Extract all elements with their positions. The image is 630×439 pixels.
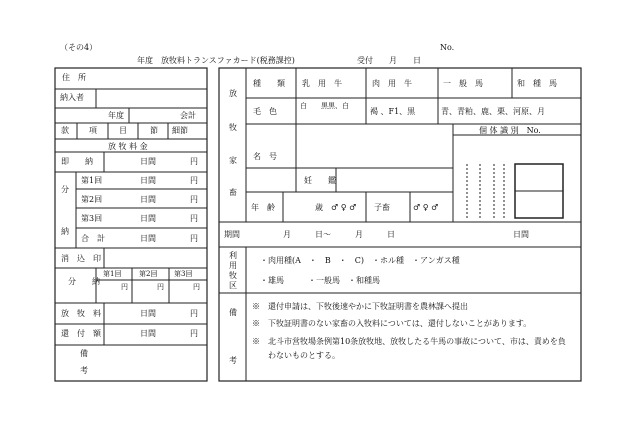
cancel-seal-label: 消 込 印: [61, 254, 101, 263]
yen-label: 円: [190, 309, 198, 318]
installment-label-bottom: 納: [61, 227, 69, 236]
remark-4: わないものとする。: [252, 351, 340, 360]
days-label: 日間: [140, 195, 156, 204]
age-label: 年 齢: [251, 203, 275, 212]
sex-symbols: ♂ ♀ ♂: [331, 203, 357, 212]
kind-beef: 肉 用 牛: [372, 79, 412, 88]
installment-2-label: 第2回: [81, 195, 103, 204]
immediate-payment-label: 即 納: [61, 157, 93, 166]
payer-label: 納入者: [60, 93, 84, 102]
yen-label: 円: [190, 176, 198, 185]
period-text: 月 日〜 月 日: [283, 230, 395, 239]
yen-label: 円: [190, 157, 198, 166]
days-label: 日間: [140, 176, 156, 185]
days-label: 日間: [140, 157, 156, 166]
yen-label: 円: [190, 329, 198, 338]
kind-label: 種 類: [253, 79, 285, 88]
usage-label-2: 用: [229, 261, 237, 270]
usage-cattle: ・肉用種(A ・ B ・ C) ・ホル種 ・アンガス種: [260, 256, 460, 265]
receipt-date: 受付 月 日: [357, 56, 421, 65]
side-label-2: 牧: [229, 123, 237, 132]
installment-3-label: 第3回: [81, 214, 103, 223]
color-label: 毛 色: [253, 107, 277, 116]
days-label: 日間: [140, 329, 156, 338]
account-kan: 款: [61, 126, 69, 135]
fee-header: 放 牧 料 金: [108, 142, 148, 151]
address-label: 住 所: [62, 73, 86, 82]
offspring-label: 子畜: [374, 203, 390, 212]
days-label: 日間: [140, 214, 156, 223]
installment-split-label: 分 納: [68, 277, 100, 286]
col-3-yen: 円: [193, 283, 200, 291]
pregnancy-label: 妊 鑑: [304, 176, 336, 185]
remarks-label-top: 備: [80, 349, 88, 358]
usage-label-3: 牧: [229, 271, 237, 280]
offspring-sex-symbols: ♂ ♀ ♂: [413, 203, 439, 212]
form-title: 年度 放牧料トランスファカード(税務課控): [137, 56, 295, 65]
installment-label-top: 分: [61, 185, 69, 194]
col-2-label: 第2回: [139, 270, 158, 278]
usage-label-1: 利: [229, 251, 237, 260]
usage-horse: ・雄馬 ・一般馬 ・和種馬: [260, 276, 380, 285]
col-1-yen: 円: [121, 283, 128, 291]
age-unit: 歳: [315, 203, 323, 212]
yen-label: 円: [190, 214, 198, 223]
days-label: 日間: [140, 234, 156, 243]
col-2-yen: 円: [157, 283, 164, 291]
account-label: 会計: [180, 111, 196, 120]
kind-native-horse: 和 種 馬: [517, 79, 557, 88]
yen-label: 円: [190, 234, 198, 243]
remark-3: ※ 北斗市営牧場条例第10条放牧地、放牧したる牛馬の事故について、市は、責めを負: [252, 337, 566, 346]
color-dairy: 白 黒黒、白: [300, 102, 349, 110]
yen-label: 円: [190, 195, 198, 204]
account-kou: 項: [89, 126, 97, 135]
sheet-number: （その4）: [60, 43, 98, 52]
side-label-3: 家: [229, 156, 237, 165]
account-saisetsu: 細節: [172, 126, 188, 135]
grazing-fee-label: 放 牧 料: [61, 309, 101, 318]
remarks-label-bottom: 考: [80, 366, 88, 375]
days-label: 日間: [140, 309, 156, 318]
usage-label-4: 区: [229, 281, 237, 290]
remarks-label-r-bottom: 考: [229, 356, 237, 365]
side-label-4: 畜: [229, 188, 237, 197]
refund-label: 還 付 額: [61, 329, 101, 338]
col-1-label: 第1回: [103, 270, 122, 278]
period-label: 期間: [224, 230, 240, 239]
installment-1-label: 第1回: [81, 176, 103, 185]
total-label: 合 計: [81, 234, 105, 243]
individual-id-label: 個 体 識 別 No.: [479, 126, 541, 135]
remarks-label-r-top: 備: [229, 308, 237, 317]
remark-1: ※ 還付申請は、下牧後速やかに下牧証明書を農林課へ提出: [252, 302, 468, 311]
color-beef: 褐 、F1、黒: [370, 107, 416, 116]
kind-general-horse: 一 般 馬: [443, 79, 483, 88]
name-label: 名 号: [253, 152, 277, 161]
kind-dairy: 乳 用 牛: [302, 79, 342, 88]
document-number: No.: [440, 43, 455, 52]
fiscal-year-label: 年度: [108, 111, 124, 120]
color-horse: 青、青粕、鹿、栗、河原、月: [441, 107, 545, 116]
col-3-label: 第3回: [174, 270, 193, 278]
account-setsu: 節: [150, 126, 158, 135]
period-days: 日間: [513, 230, 529, 239]
remark-2: ※ 下牧証明書のない家畜の入牧料については、還付しないことがあります。: [252, 319, 532, 328]
account-moku: 目: [119, 126, 127, 135]
side-label-1: 放: [229, 89, 237, 98]
